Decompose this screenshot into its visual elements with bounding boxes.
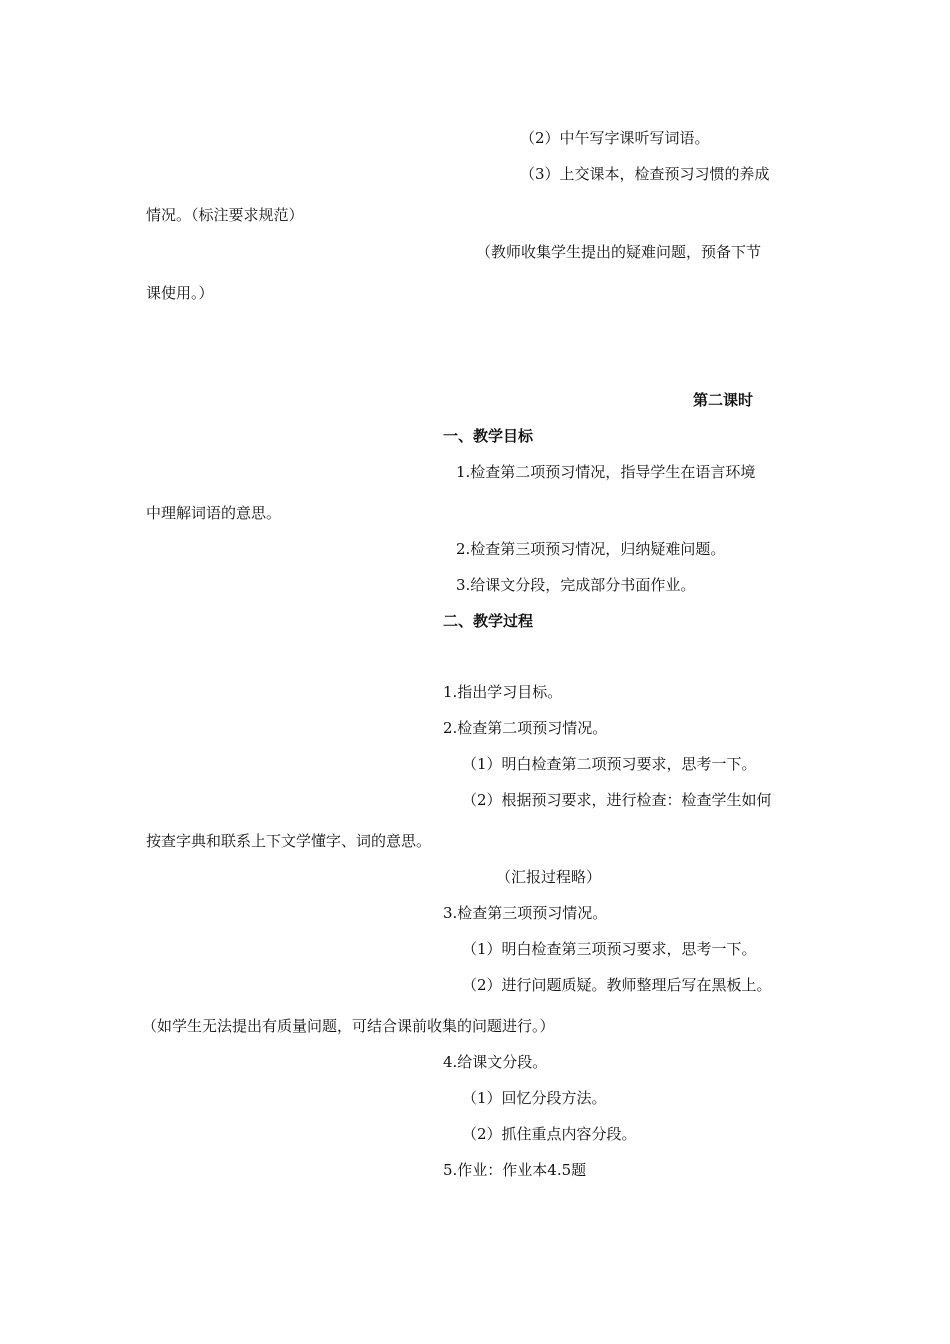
text-line: 5.作业：作业本4.5题 xyxy=(443,1161,587,1179)
heading-objectives: 一、教学目标 xyxy=(443,427,534,445)
section-title: 第二课时 xyxy=(693,391,754,409)
text-line: （1）明白检查第二项预习要求，思考一下。 xyxy=(462,755,757,773)
text-line: 2.检查第二项预习情况。 xyxy=(443,719,608,737)
text-line: （如学生无法提出有质量问题，可结合课前收集的问题进行。） xyxy=(142,1017,555,1035)
text-line: （汇报过程略） xyxy=(496,868,602,886)
text-line: 情况。（标注要求规范） xyxy=(146,206,304,224)
text-line: 1.指出学习目标。 xyxy=(443,683,563,701)
text-line: 3.检查第三项预习情况。 xyxy=(443,904,608,922)
text-line: 课使用。） xyxy=(146,284,214,302)
text-line: （1）明白检查第三项预习要求，思考一下。 xyxy=(462,940,757,958)
text-line: 4.给课文分段。 xyxy=(443,1053,548,1071)
text-line: 3.给课文分段，完成部分书面作业。 xyxy=(456,576,696,594)
text-line: 2.检查第三项预习情况，归纳疑难问题。 xyxy=(456,540,726,558)
text-line: （教师收集学生提出的疑难问题，预备下节 xyxy=(476,243,762,261)
text-line: 1.检查第二项预习情况，指导学生在语言环境 xyxy=(456,463,756,481)
text-line: （3）上交课本，检查预习习惯的养成 xyxy=(520,165,770,183)
text-line: （1）回忆分段方法。 xyxy=(462,1089,607,1107)
text-line: （2）中午写字课听写词语。 xyxy=(520,129,710,147)
text-line: （2）进行问题质疑。教师整理后写在黑板上。 xyxy=(462,976,772,994)
text-line: 按查字典和联系上下文学懂字、词的意思。 xyxy=(146,832,432,850)
text-line: （2）根据预习要求，进行检查：检查学生如何 xyxy=(462,791,772,809)
heading-process: 二、教学过程 xyxy=(443,612,534,630)
text-line: 中理解词语的意思。 xyxy=(146,504,282,522)
text-line: （2）抓住重点内容分段。 xyxy=(462,1125,637,1143)
